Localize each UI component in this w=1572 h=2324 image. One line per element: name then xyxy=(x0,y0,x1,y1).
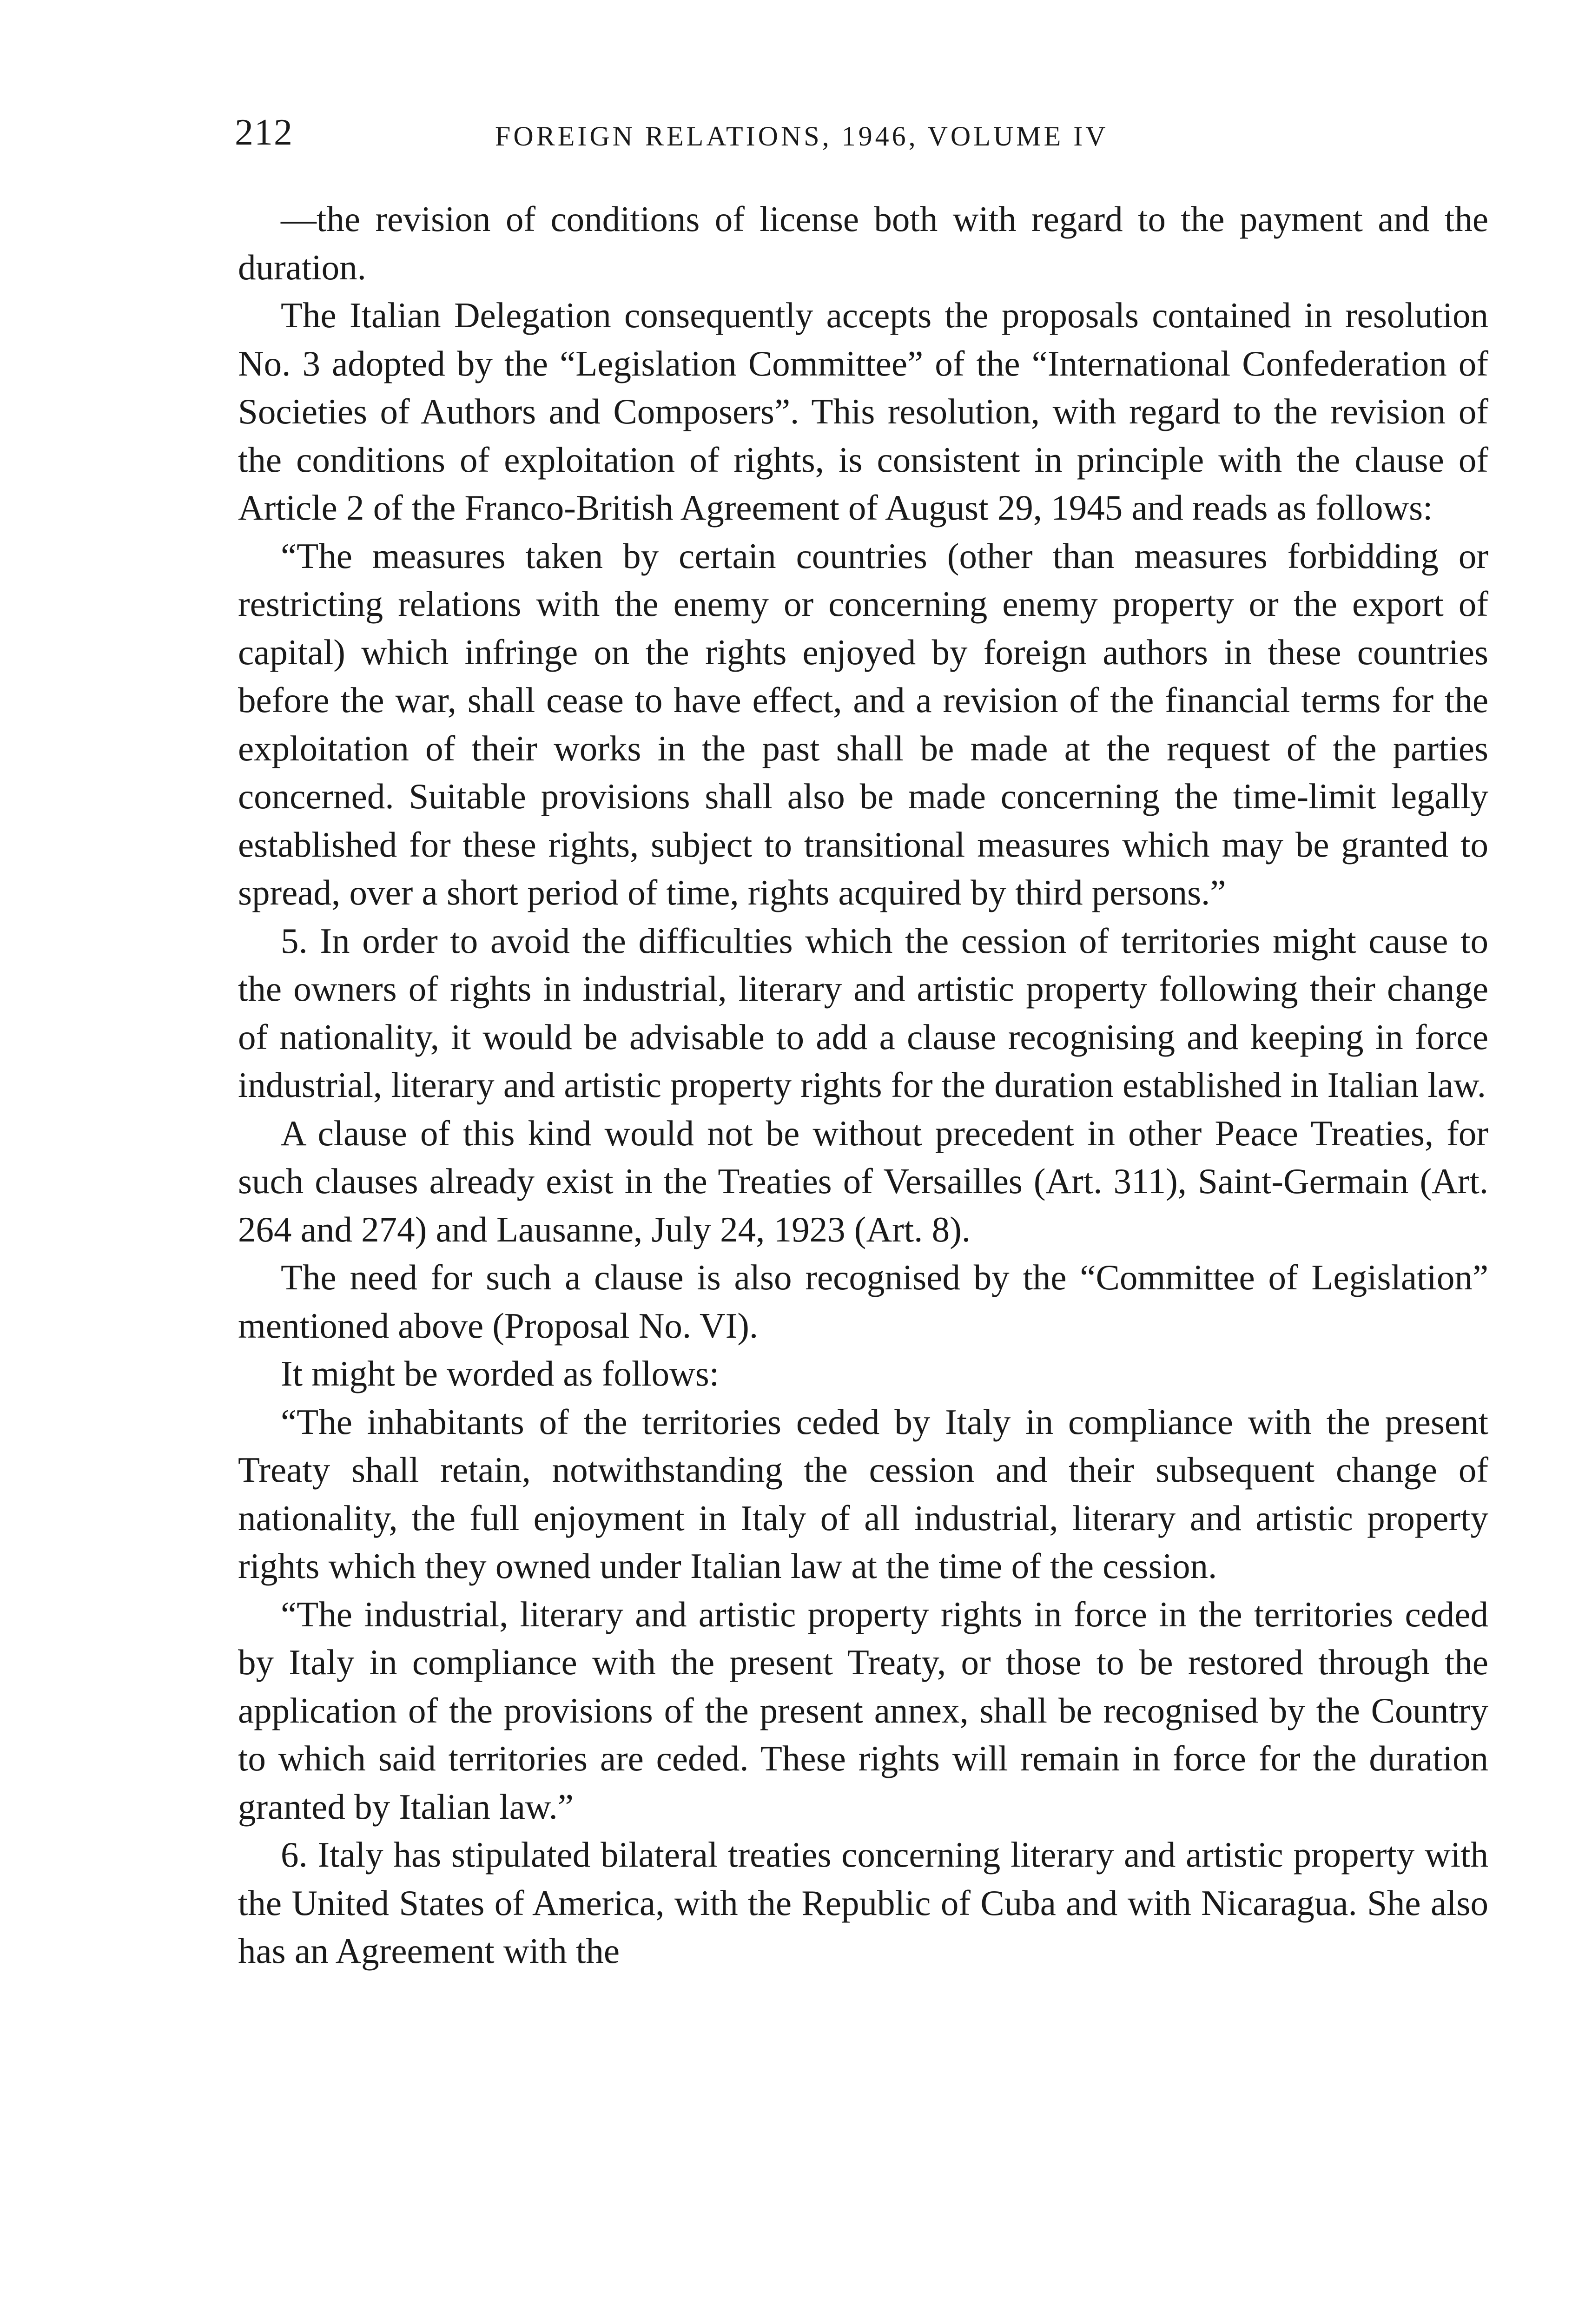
paragraph-italian-delegation: The Italian Delegation consequently accepts the proposals contained in resolution No. 3 adopted by the “Legislation Committee” of the “International Confederation of Societies of Authors and Composers”. This resolution, with regard to the revision of the conditions of exploitation of rights, is consistent in principle with the clause of Article 2 of the Franco-British Agreement of August 29, 1945 and reads as follows: xyxy=(238,295,1488,528)
document-body xyxy=(238,195,1488,1975)
running-title: FOREIGN RELATIONS, 1946, VOLUME IV xyxy=(495,121,1109,152)
paragraph-measures-quote: “The measures taken by certain countries (other than measures forbidding or restricting relations with the enemy or concerning enemy property or the export of capital) which infringe on the rights enjoyed by foreign authors in these countries before the war, shall cease to have effect, and a revision of the financial terms for the exploitation of their works in the past shall be made at the request of the parties concerned. Suitable provisions shall also be made concerning the time-limit legally established for these rights, subject to transitional measures which may be granted to spread, over a short period of time, rights acquired by third persons.” xyxy=(238,535,1488,912)
paragraph-precedent: A clause of this kind would not be without precedent in other Peace Treaties, for such clauses already exist in the Treaties of Versailles (Art. 311), Saint-Germain (Art. 264 and 274) and Lausanne, July 24, 1923 (Art. 8). xyxy=(238,1113,1488,1249)
paragraph-item-6: 6. Italy has stipulated bilateral treaties concerning literary and artistic property with the United States of America, with the Republic of Cuba and with Nicaragua. She also has an Agreement with the xyxy=(238,1835,1488,1971)
paragraph-license-revision: —the revision of conditions of license both with regard to the payment and the duration. xyxy=(238,199,1488,287)
paragraph-property-rights-quote: “The industrial, literary and artistic property rights in force in the territories ceded by Italy in compliance with the present Treaty, or those to be restored through the application of the provisions of the present annex, shall be recognised by the Country to which said territories are ceded. These rights will remain in force for the duration granted by Italian law.” xyxy=(238,1594,1488,1827)
paragraph-item-5: 5. In order to avoid the difficulties which the cession of territories might cause to the owners of rights in industrial, literary and artistic property following their change of nationality, it would be advisable to add a clause recognising and keeping in force industrial, literary and artistic property rights for the duration established in Italian law. xyxy=(238,920,1488,1105)
paragraph-need-clause: The need for such a clause is also recognised by the “Committee of Legislation” mentioned above (Proposal No. VI). xyxy=(238,1257,1488,1346)
page-number: 212 xyxy=(235,112,293,153)
paragraph-inhabitants-quote: “The inhabitants of the territories ceded by Italy in compliance with the present Treaty shall retain, notwithstanding the cession and their subsequent change of nationality, the full enjoyment in Italy of all industrial, literary and artistic property rights which they owned under Italian law at the time of the cession. xyxy=(238,1401,1488,1586)
paragraph-worded: It might be worded as follows: xyxy=(281,1353,720,1393)
page-header xyxy=(235,107,1490,158)
